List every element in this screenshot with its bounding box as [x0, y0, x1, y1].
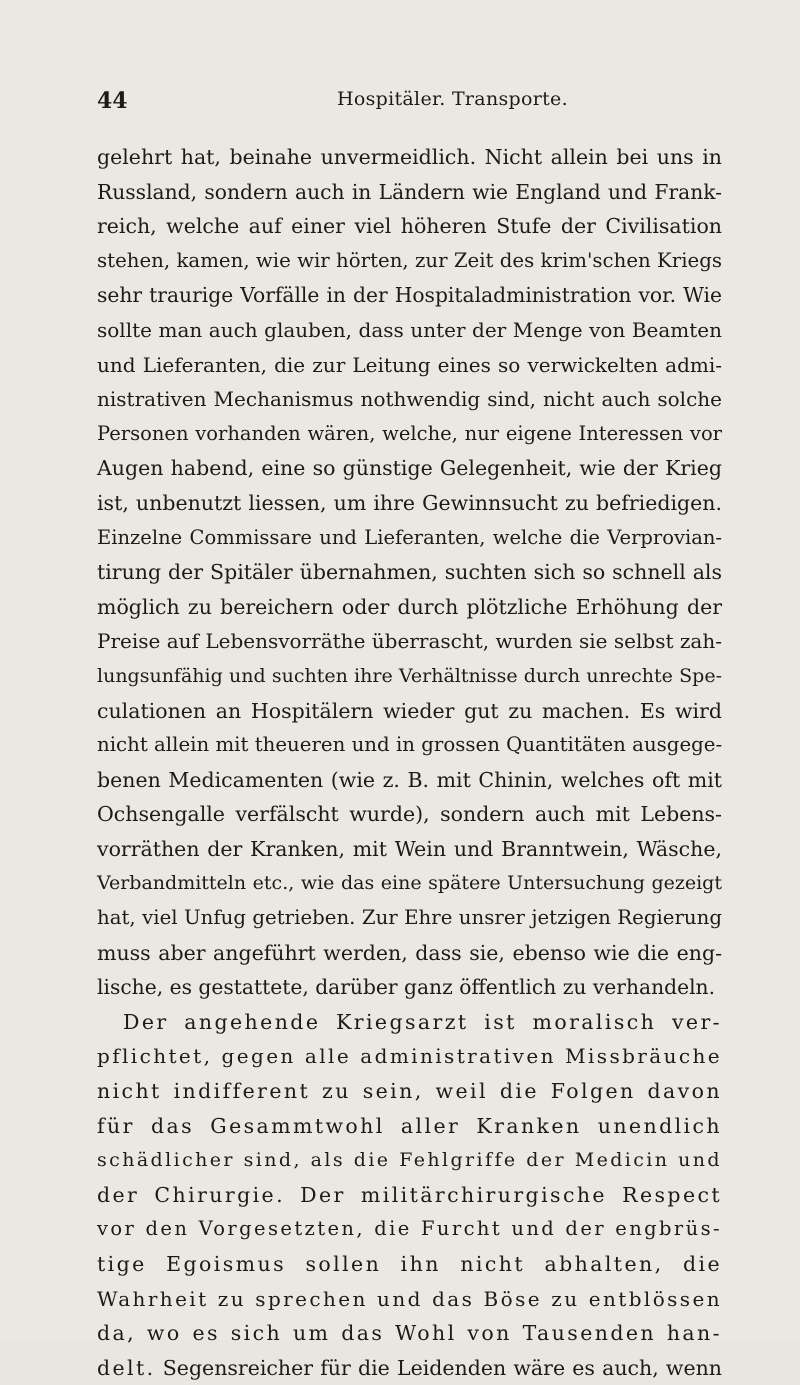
spaced-text-line: nicht indifferent zu sein, weil die Folgen davon [97, 1079, 722, 1104]
text-line: benen Medicamenten (wie z. B. mit Chinin, welches oft mit [97, 767, 722, 792]
running-head-title: Hospitäler. Transporte. [337, 88, 568, 110]
text-line: möglich zu bereichern oder durch plötzliche Erhöhung der [97, 594, 722, 619]
text-line: nistrativen Mechanismus nothwendig sind, nicht auch solche [97, 387, 722, 412]
text-line: gelehrt hat, beinahe unvermeidlich. Nicht allein bei uns in [97, 145, 722, 169]
body-text [97, 140, 722, 1385]
text-line: Personen vorhanden wären, welche, nur eigene Interessen vor [97, 421, 722, 445]
text-line: reich, welche auf einer viel höheren Stufe der Civilisation [97, 214, 722, 239]
text-line: nicht allein mit theueren und in grossen Quantitäten ausgege- [97, 733, 723, 757]
text-line: Augen habend, eine so günstige Gelegenheit, wie der Krieg [97, 456, 722, 481]
spaced-text-line: der Chirurgie. Der militärchirurgische Respect [97, 1182, 722, 1207]
text-line: vorräthen der Kranken, mit Wein und Branntwein, Wäsche, [97, 836, 722, 861]
text-line: ist, unbenutzt liessen, um ihre Gewinnsucht zu befriedigen. [97, 490, 722, 515]
spaced-text-line: für das Gesammtwohl aller Kranken unendlich [97, 1113, 722, 1138]
text-line: Russland, sondern auch in Ländern wie England und Frank- [97, 179, 722, 204]
spaced-text-line: da, wo es sich um das Wohl von Tausenden han- [97, 1321, 722, 1346]
text-line: Ochsengalle verfälscht wurde), sondern auch mit Lebens- [97, 802, 722, 827]
text-line: stehen, kamen, wie wir hörten, zur Zeit des krim'schen Kriegs [97, 248, 722, 272]
text-line: sollte man auch glauben, dass unter der Menge von Beamten [97, 317, 722, 342]
spaced-text-line: tige Egoismus sollen ihn nicht abhalten, die [97, 1252, 722, 1276]
text-line: lische, es gestattete, darüber ganz öffentlich zu verhandeln. [97, 975, 716, 1000]
text-line: culationen an Hospitälern wieder gut zu machen. Es wird [97, 698, 722, 723]
final-line-normal-part: Segensreicher für die Leidenden wäre es auch, wenn [155, 1355, 722, 1380]
text-line: und Lieferanten, die zur Leitung eines so verwickelten admi- [97, 352, 722, 377]
text-line: tirung der Spitäler übernahmen, suchten sich so schnell als [97, 560, 722, 585]
spaced-text-line: pflichtet, gegen alle administrativen Missbräuche [97, 1044, 722, 1069]
text-line: lungsunfähig und suchten ihre Verhältnisse durch unrechte Spe- [97, 664, 722, 687]
spaced-text-line: Wahrheit zu sprechen und das Böse zu entblössen [97, 1286, 722, 1311]
text-line: Preise auf Lebensvorräthe überrascht, wurden sie selbst zah- [97, 629, 722, 654]
page-number: 44 [97, 88, 128, 114]
final-text-line [97, 1351, 722, 1385]
final-line-spaced-part: delt. [97, 1355, 156, 1380]
spaced-text-line: schädlicher sind, als die Fehlgriffe der Medicin und [97, 1149, 722, 1172]
running-head [97, 88, 723, 116]
text-line: Verbandmitteln etc., wie das eine spätere Untersuchung gezeigt [97, 872, 722, 895]
spaced-text-line: vor den Vorgesetzten, die Furcht und der engbrüs- [97, 1217, 722, 1241]
text-line: sehr traurige Vorfälle in der Hospitaladministration vor. Wie [97, 283, 722, 308]
text-line: muss aber angeführt werden, dass sie, ebenso wie die eng- [97, 940, 722, 965]
text-line: Einzelne Commissare und Lieferanten, welche die Verprovian- [97, 525, 722, 549]
spaced-text-line: Der angehende Kriegsarzt ist moralisch ver- [123, 1009, 722, 1034]
text-line: hat, viel Unfug getrieben. Zur Ehre unsrer jetzigen Regierung [97, 906, 722, 930]
